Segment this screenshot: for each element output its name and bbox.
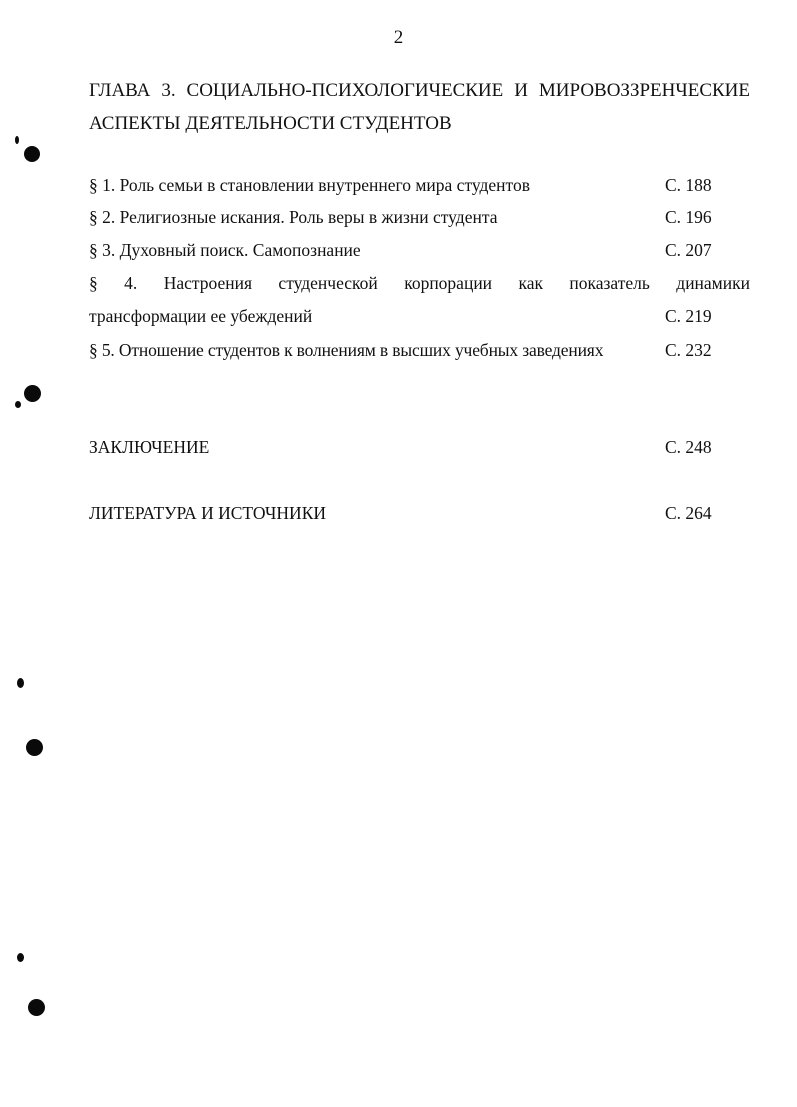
punch-hole-mark [17,678,24,688]
toc-entry-page: С. 264 [665,503,712,523]
page-number: 2 [393,27,404,48]
toc-entry-section-5 [89,338,729,362]
toc-entry-page: С. 248 [665,437,712,457]
toc-entry-section-3 [89,238,729,262]
toc-entry-literature [89,501,729,525]
punch-hole-mark [15,136,19,144]
toc-entry-label: § 2. Религиозные искания. Роль веры в жизни студента [89,207,498,227]
toc-entry-page: С. 188 [665,175,712,195]
toc-entry-page: С. 196 [665,207,712,227]
chapter-title-line-1: ГЛАВА 3. СОЦИАЛЬНО-ПСИХОЛОГИЧЕСКИЕ И МИРОВОЗЗРЕНЧЕСКИЕ [89,80,750,101]
punch-hole-mark [26,739,43,756]
toc-entry-label: § 3. Духовный поиск. Самопознание [89,240,361,260]
toc-entry-label: § 5. Отношение студентов к волнениям в высших учебных заведениях [89,340,604,360]
toc-entry-label: § 1. Роль семьи в становлении внутреннего мира студентов [89,175,530,195]
toc-entry-page: С. 232 [665,340,712,360]
toc-entry-page: С. 207 [665,240,712,260]
chapter-title [89,74,750,140]
punch-hole-mark [28,999,45,1016]
toc-entry-section-1 [89,173,729,197]
toc-entry-label: ЗАКЛЮЧЕНИЕ [89,437,210,457]
toc-entry-section-2 [89,205,729,229]
toc-entry-label: трансформации ее убеждений [89,306,313,326]
toc-entry-section-4-line-1: § 4. Настроения студенческой корпорации как показатель динамики [89,273,750,293]
toc-entry-conclusion [89,435,729,459]
toc-entry-page: С. 219 [665,306,712,326]
punch-hole-mark [24,146,40,162]
toc-entry-section-4-line-2 [89,304,729,328]
punch-hole-mark [24,385,41,402]
chapter-title-line-2: АСПЕКТЫ ДЕЯТЕЛЬНОСТИ СТУДЕНТОВ [89,113,452,134]
punch-hole-mark [15,401,21,408]
toc-entry-label: ЛИТЕРАТУРА И ИСТОЧНИКИ [89,503,327,523]
punch-hole-mark [17,953,24,962]
